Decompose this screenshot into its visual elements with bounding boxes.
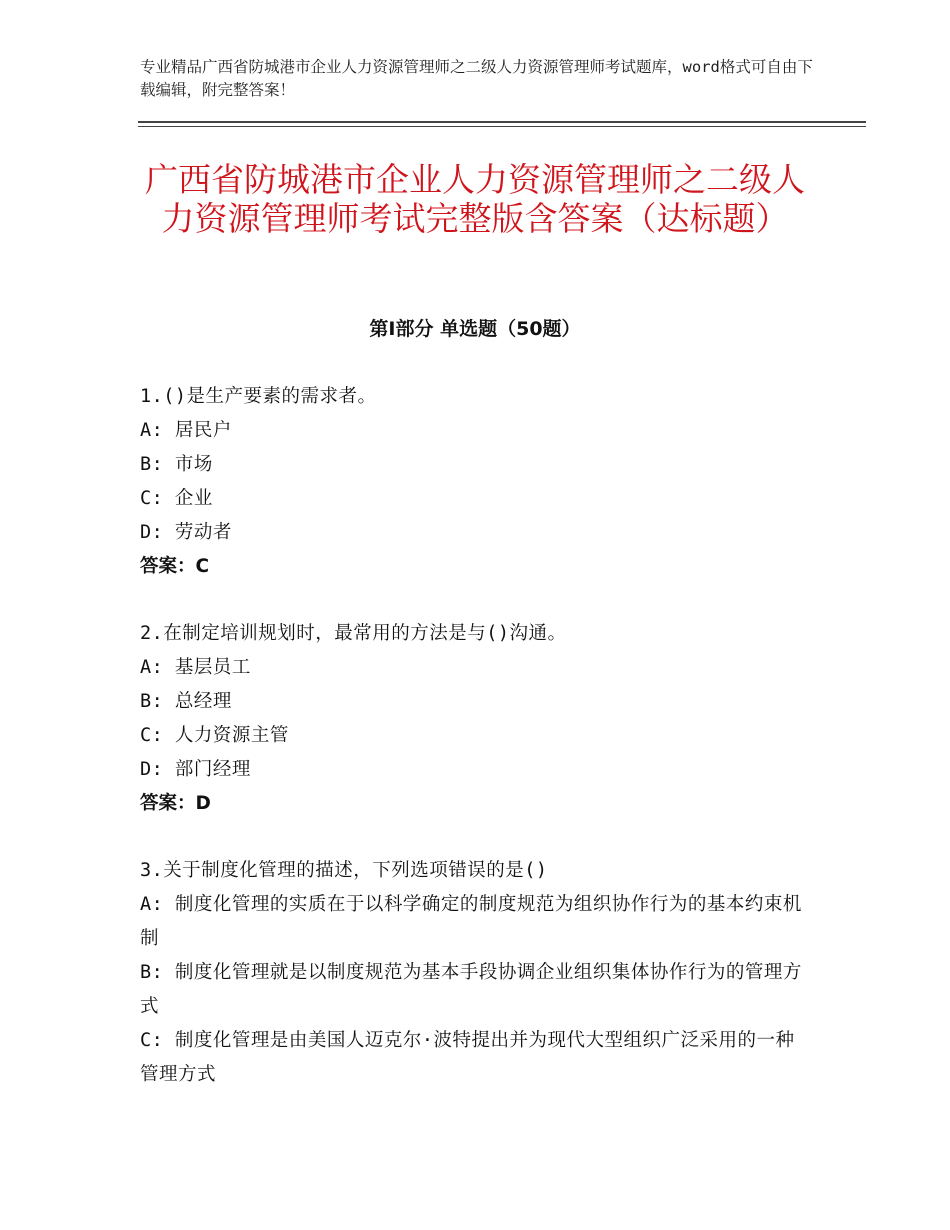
header-rule-thick [138, 121, 866, 123]
answer: 答案：D [140, 793, 211, 814]
question-1 [140, 380, 810, 584]
header-rule-thin [138, 126, 866, 127]
option-b: B: 市场 [140, 454, 213, 475]
option-b: B: 总经理 [140, 691, 232, 712]
section-heading: 第Ⅰ部分 单选题（50题） [369, 318, 581, 340]
option-a: A: 制度化管理的实质在于以科学确定的制度规范为组织协作行为的基本约束机制 [140, 894, 802, 949]
option-a: A: 基层员工 [140, 657, 251, 678]
question-list [140, 380, 810, 1125]
option-d: D: 部门经理 [140, 759, 251, 780]
question-stem: 2.在制定培训规划时，最常用的方法是与()沟通。 [140, 623, 567, 644]
answer: 答案：C [140, 556, 210, 577]
header-note: 专业精品广西省防城港市企业人力资源管理师之二级人力资源管理师考试题库，word格式可自由下载编辑，附完整答案！ [140, 58, 813, 99]
question-2 [140, 617, 810, 821]
option-c: C: 制度化管理是由美国人迈克尔·波特提出并为现代大型组织广泛采用的一种管理方式 [140, 1030, 795, 1085]
question-stem: 1.()是生产要素的需求者。 [140, 386, 377, 407]
question-3 [140, 854, 810, 1092]
document-title: 广西省防城港市企业人力资源管理师之二级人力资源管理师考试完整版含答案（达标题） [145, 160, 805, 238]
option-d: D: 劳动者 [140, 522, 232, 543]
option-c: C: 人力资源主管 [140, 725, 289, 746]
question-stem: 3.关于制度化管理的描述，下列选项错误的是() [140, 860, 548, 881]
option-b: B: 制度化管理就是以制度规范为基本手段协调企业组织集体协作行为的管理方式 [140, 962, 802, 1017]
option-c: C: 企业 [140, 488, 213, 509]
option-a: A: 居民户 [140, 420, 232, 441]
